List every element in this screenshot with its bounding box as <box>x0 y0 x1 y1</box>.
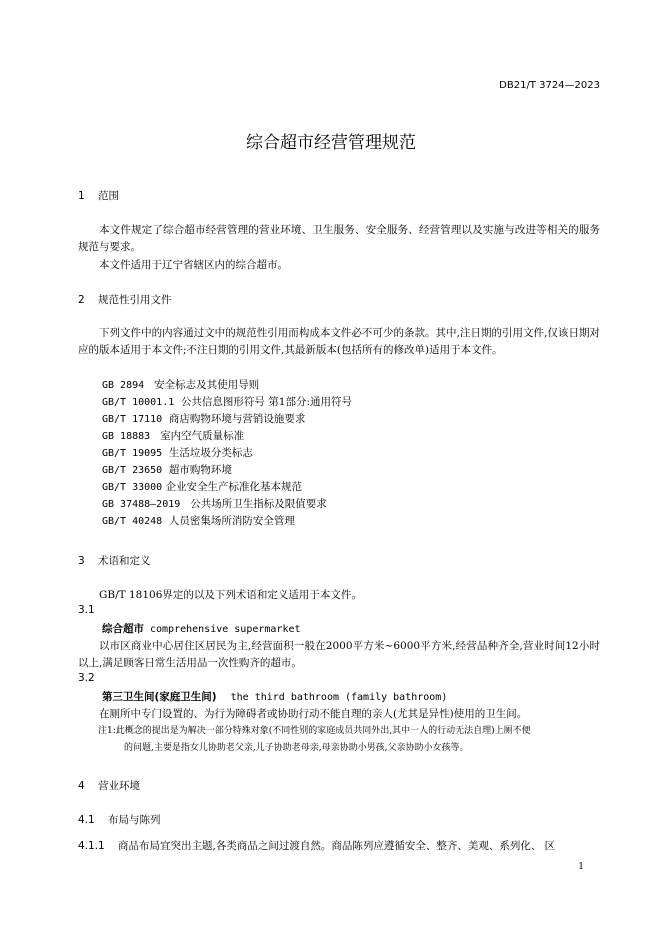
section-number: 4 <box>78 780 85 792</box>
reference-item: GB/T 17110 商店购物环境与营销设施要求 <box>102 413 306 425</box>
page-title: 综合超市经营管理规范 <box>246 133 416 153</box>
reference-item: GB 2894 安全标志及其使用导则 <box>102 379 260 391</box>
term-note <box>98 723 602 757</box>
term-heading <box>102 689 447 704</box>
clause-number: 4.1.1 <box>78 840 105 852</box>
subsection-number: 4.1 <box>78 814 95 826</box>
reference-item: GB/T 10001.1 公共信息图形符号 第1部分:通用符号 <box>102 396 352 408</box>
section-number: 3 <box>78 555 85 567</box>
reference-item: GB/T 33000 企业安全生产标准化基本规范 <box>102 481 303 493</box>
term-name: 综合超市 <box>102 623 144 635</box>
reference-item: GB 18883 室内空气质量标准 <box>102 430 245 442</box>
term-english: the third bathroom (family bathroom) <box>230 692 448 703</box>
term-english: comprehensive supermarket <box>150 624 301 635</box>
term-name: 第三卫生间(家庭卫生间) <box>102 691 217 703</box>
reference-item: GB/T 40248 人员密集场所消防安全管理 <box>102 515 295 527</box>
section-number: 1 <box>78 190 85 202</box>
reference-item: GB/T 19095 生活垃圾分类标志 <box>102 447 253 459</box>
section-2-heading <box>78 292 172 307</box>
reference-item: GB 37488—2019 公共场所卫生指标及限值要求 <box>102 498 327 510</box>
reference-item: GB/T 23650 超市购物环境 <box>102 464 232 476</box>
clause-text: 商品布局宜突出主题,各类商品之间过渡自然。商品陈列应遵循安全、整齐、美观、系列化、 区 <box>118 840 556 852</box>
section-3-intro: GB/T 18106界定的以及下列术语和定义适用于本文件。 <box>99 589 362 601</box>
term-definition: 以市区商业中心居住区居民为主,经营面积一般在2000平方米~6000平方米,经营品种齐全,营业时间12小时以上,满足顾客日常生活用品一次性购齐的超市。 <box>78 640 600 669</box>
term-number: 3.2 <box>78 672 95 684</box>
term-definition: 在厕所中专门设置的、为行为障碍者或协助行动不能自理的亲人(尤其是异性)使用的卫生间。 <box>99 708 528 720</box>
section-title: 规范性引用文件 <box>98 294 172 306</box>
term-number: 3.1 <box>78 604 95 616</box>
section-3-heading <box>78 553 151 568</box>
note-line-2: 的问题,主要是指女儿协助老父亲,儿子协助老母亲,母亲协助小男孩,父亲协助小女孩等。 <box>124 743 469 753</box>
doc-code: DB21/T 3724—2023 <box>499 80 600 91</box>
subsection-title: 布局与陈列 <box>108 814 161 826</box>
note-line-1: 注1:此概念的提出是为解决一部分特殊对象(不同性别的家庭成员共同外出,其中一人的行动无法自理)上厕不便 <box>98 726 531 736</box>
section-title: 范围 <box>98 190 119 202</box>
section-number: 2 <box>78 294 85 306</box>
section-title: 营业环境 <box>98 780 140 792</box>
section-4-heading <box>78 778 140 793</box>
section-2-paragraph-1: 下列文件中的内容通过文中的规范性引用而构成本文件必不可少的条款。其中,注日期的引用文件,仅该日期对应的版本适用于本文件;不注日期的引用文件,其最新版本(包括所有的修改单)适用于本文件。 <box>78 327 600 356</box>
section-1-paragraph-2: 本文件适用于辽宁省辖区内的综合超市。 <box>99 259 288 271</box>
section-1-heading <box>78 188 119 203</box>
section-title: 术语和定义 <box>98 555 151 567</box>
subsection-heading <box>78 812 161 827</box>
page-number: 1 <box>578 862 584 872</box>
term-heading <box>102 621 301 636</box>
clause <box>78 838 555 853</box>
section-1-paragraph-1: 本文件规定了综合超市经营管理的营业环境、卫生服务、安全服务、经营管理以及实施与改进等相关的服务规范与要求。 <box>78 224 600 253</box>
